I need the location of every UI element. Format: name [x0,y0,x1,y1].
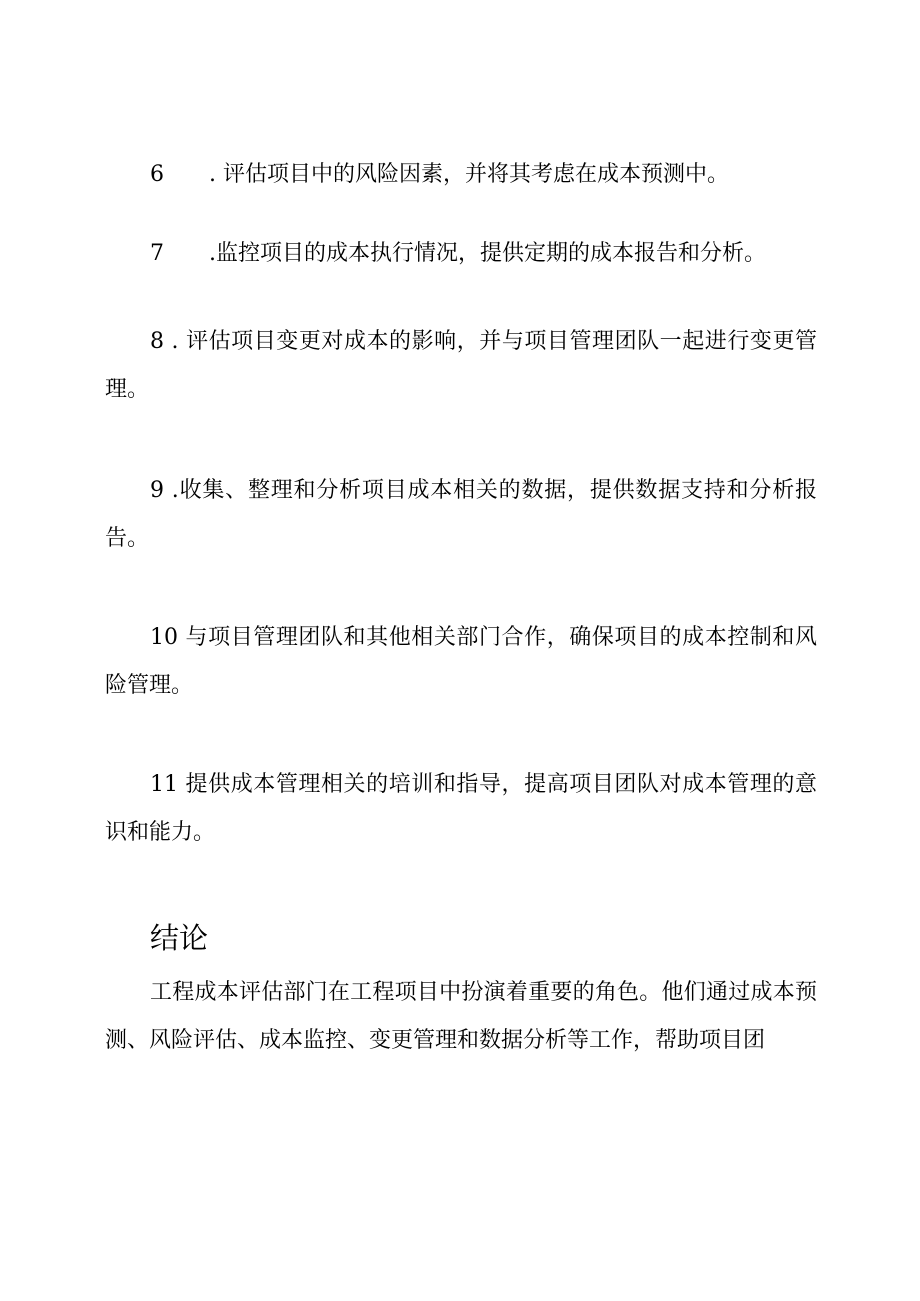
list-item-10: 10 与项目管理团队和其他相关部门合作，确保项目的成本控制和风险管理。 [105,625,817,698]
list-item-9: 9 .收集、整理和分析项目成本相关的数据，提供数据支持和分析报告。 [105,478,817,551]
list-item-number: 7 [150,241,164,266]
list-item-number: 6 [150,162,164,187]
list-item-7 [150,240,766,268]
list-item-text: .监控项目的成本执行情况，提供定期的成本报告和分析。 [209,241,766,266]
section-heading-conclusion: 结论 [150,921,209,955]
list-item-8: 8 . 评估项目变更对成本的影响，并与项目管理团队一起进行变更管理。 [105,329,817,402]
conclusion-paragraph: 工程成本评估部门在工程项目中扮演着重要的角色。他们通过成本预测、风险评估、成本监控、变更管理和数据分析等工作，帮助项目团 [105,980,817,1053]
list-item-11: 11 提供成本管理相关的培训和指导，提高项目团队对成本管理的意识和能力。 [105,772,817,845]
list-item-text: . 评估项目中的风险因素，并将其考虑在成本预测中。 [209,162,729,187]
list-item-6 [150,161,729,189]
